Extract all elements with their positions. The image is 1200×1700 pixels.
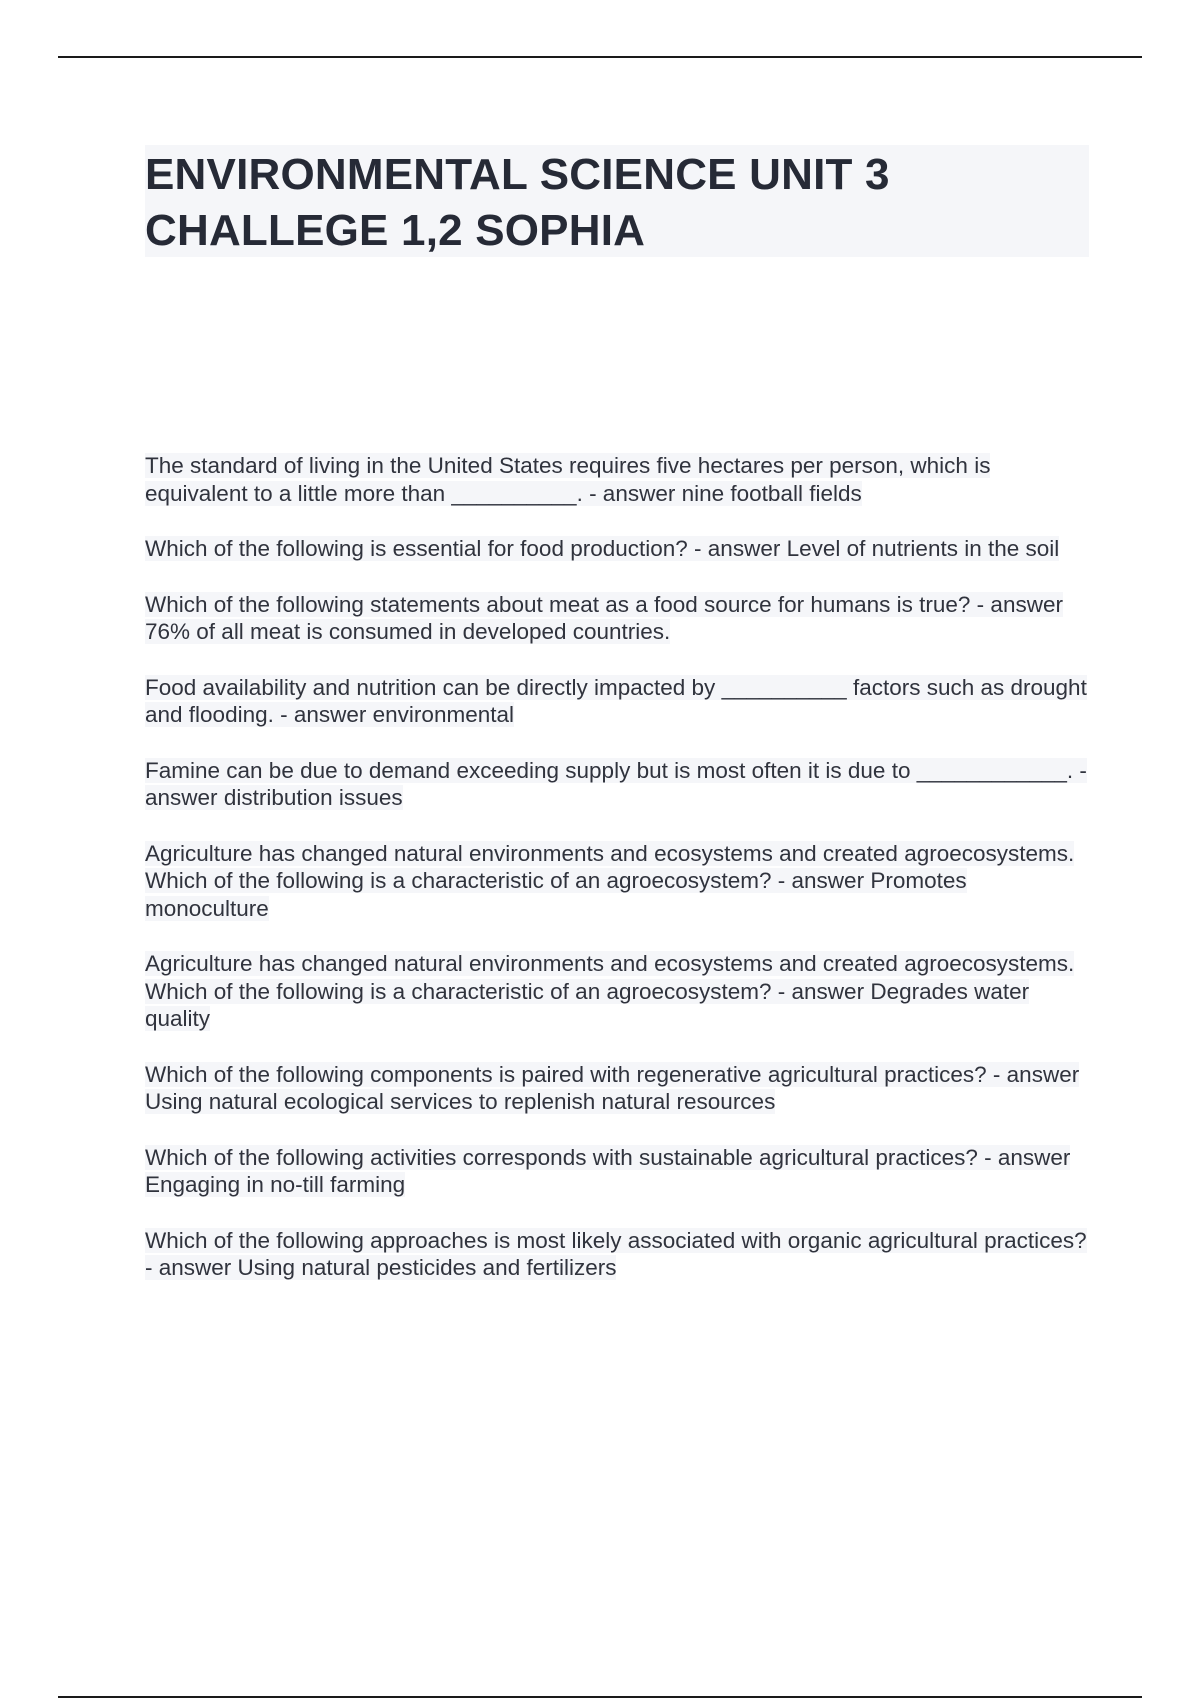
answer-text: Using natural ecological services to replenish natural resources [145, 1089, 776, 1114]
answer-text: Promotes monoculture [145, 868, 967, 921]
question-text: Which of the following approaches is most likely associated with organic agricultural practices? - answer [145, 1227, 1087, 1280]
qa-item [145, 591, 1090, 646]
page-title [145, 147, 1089, 259]
answer-text: Degrades water quality [145, 978, 1030, 1031]
qa-item [145, 1061, 1090, 1116]
question-text: Which of the following components is paired with regenerative agricultural practices? - answer [145, 1061, 1080, 1087]
question-text: Which of the following is essential for food production? - answer [145, 536, 781, 561]
header-rule [58, 56, 1142, 58]
answer-text: distribution issues [223, 785, 403, 810]
answer-text: Level of nutrients in the soil [786, 536, 1060, 561]
answer-text: 76% of all meat is consumed in developed countries. [145, 619, 671, 644]
question-text: Agriculture has changed natural environments and ecosystems and created agroecosystems. Which of the following is a characteristic of an agroecosystem? - answer [145, 951, 1075, 1004]
title-block [145, 145, 1089, 257]
qa-item [145, 452, 1090, 507]
answer-text: nine football fields [681, 480, 862, 506]
question-text: Which of the following activities corresponds with sustainable agricultural practices? - answer [145, 1144, 1071, 1170]
footer-rule [58, 1696, 1142, 1698]
qa-item [145, 757, 1090, 812]
qa-item [145, 840, 1090, 923]
answer-text: Engaging in no-till farming [145, 1172, 406, 1197]
qa-item [145, 1144, 1090, 1199]
qa-list [145, 452, 1090, 1310]
question-text: Food availability and nutrition can be directly impacted by __________ factors such as drought and flooding. - answer [145, 674, 1087, 727]
qa-item [145, 1227, 1090, 1282]
question-text: Famine can be due to demand exceeding supply but is most often it is due to ____________. - answer [145, 757, 1087, 810]
page-title-line-1: ENVIRONMENTAL SCIENCE UNIT 3 [145, 150, 890, 199]
question-text: Which of the following statements about meat as a food source for humans is true? - answer [145, 591, 1063, 617]
question-text: Agriculture has changed natural environments and ecosystems and created agroecosystems. Which of the following is a characteristic of an agroecosystem? - answer [145, 840, 1075, 893]
qa-item [145, 950, 1090, 1033]
page-title-line-2: CHALLEGE 1,2 SOPHIA [145, 206, 646, 255]
qa-item [145, 535, 1090, 563]
qa-item [145, 674, 1090, 729]
answer-text: environmental [372, 702, 514, 727]
answer-text: Using natural pesticides and fertilizers [237, 1255, 617, 1280]
question-text: The standard of living in the United States requires five hectares per person, which is equivalent to a little more than __________. - answer [145, 453, 991, 506]
